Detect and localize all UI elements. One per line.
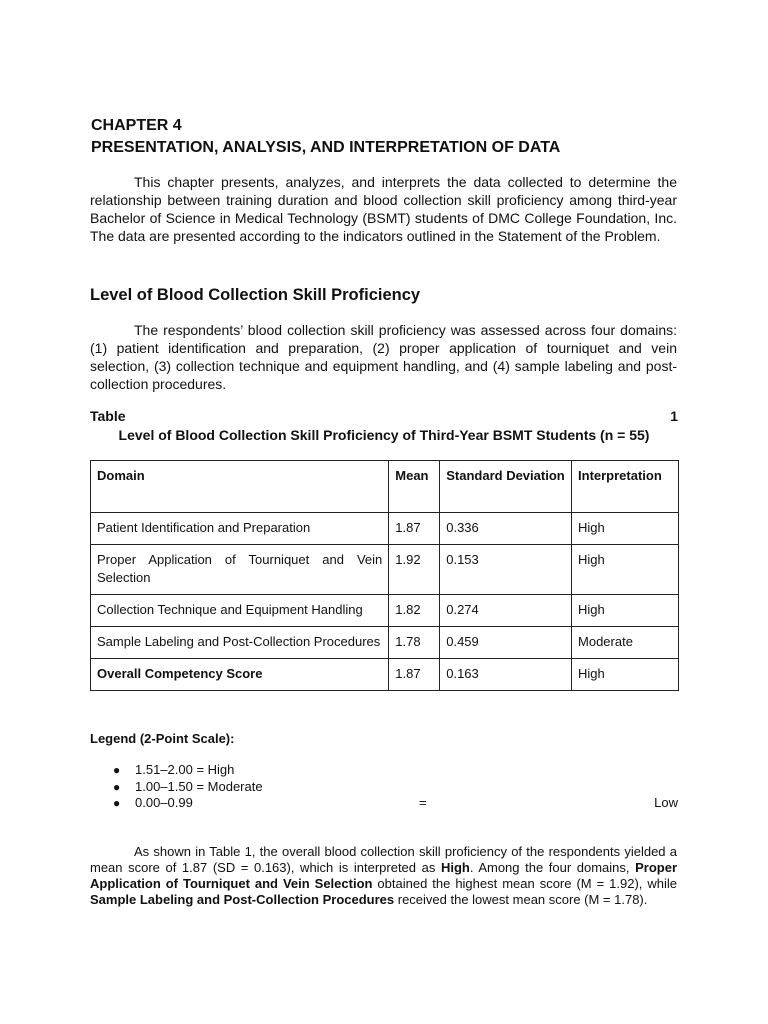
table-label-row [90,408,678,424]
cell-interpretation: High [572,513,679,545]
results-paragraph [90,844,677,908]
bullet-icon: ● [113,779,121,794]
legend-item-text: 1.00–1.50 = Moderate [135,778,263,794]
domains-paragraph [90,321,677,393]
section-heading: Level of Blood Collection Skill Proficiency [90,286,421,304]
legend-item [113,779,678,796]
cell-sd: 0.274 [440,595,572,627]
table-row [91,545,679,595]
cell-sd: 0.336 [440,513,572,545]
table-row [91,595,679,627]
cell-domain: Overall Competency Score [91,659,389,691]
cell-mean: 1.87 [389,513,440,545]
table-row-overall [91,659,679,691]
intro-paragraph [90,173,677,245]
header-interpretation: Interpretation [572,461,679,513]
legend-item [113,795,678,812]
cell-domain: Proper Application of Tourniquet and Vein Selection [91,545,389,595]
cell-domain: Patient Identification and Preparation [91,513,389,545]
header-domain: Domain [91,461,389,513]
chapter-number: CHAPTER 4 [91,117,182,134]
cell-mean: 1.82 [389,595,440,627]
header-mean: Mean [389,461,440,513]
intro-text: This chapter presents, analyzes, and interprets the data collected to determine the relationship between training duration and blood collection skill proficiency among third-year Bachelor of Science in Medical Technology (BSMT) students of DMC College Foundation, Inc. The data are presented according to the indicators outlined in the Statement of the Problem. [90,174,677,244]
proficiency-table [90,460,679,691]
cell-mean: 1.92 [389,545,440,595]
cell-sd: 0.153 [440,545,572,595]
bullet-icon: ● [113,796,121,810]
table-row [91,513,679,545]
legend-item [113,762,678,779]
cell-interpretation: Moderate [572,627,679,659]
legend-item-text: 1.51–2.00 = High [135,762,235,777]
legend-title: Legend (2-Point Scale): [90,731,235,746]
legend-list [113,762,678,812]
results-text-3: obtained the highest mean score (M = 1.92), while [372,876,677,891]
results-text-4: received the lowest mean score (M = 1.78). [394,892,648,907]
domains-text: The respondents’ blood collection skill proficiency was assessed across four domains: (1) patient identification and preparation, (2) proper application of tourniquet and vein selection, (3) collection technique and equipment handling, and (4) sample labeling and post-collection procedures. [90,322,677,392]
cell-domain: Collection Technique and Equipment Handling [91,595,389,627]
table-header-row [91,461,679,513]
cell-interpretation: High [572,595,679,627]
header-standard-deviation: Standard Deviation [440,461,572,513]
cell-interpretation: High [572,659,679,691]
table-caption: Level of Blood Collection Skill Proficiency of Third-Year BSMT Students (n = 55) [118,427,650,443]
cell-sd: 0.459 [440,627,572,659]
results-bold-1: High [440,860,470,875]
bullet-icon: ● [113,763,121,777]
results-bold-2: Proper Application of Tourniquet and Vein Selection [90,860,678,891]
cell-sd: 0.163 [440,659,572,691]
table-label: Table [90,408,126,424]
cell-domain: Sample Labeling and Post-Collection Procedures [91,627,389,659]
table-number: 1 [670,408,678,424]
legend-item-equals: = [419,795,427,810]
legend-item-label: Low [654,795,678,810]
results-bold-3: Sample Labeling and Post-Collection Procedures [90,892,395,907]
table-row [91,627,679,659]
results-text-1: As shown in Table 1, the overall blood collection skill proficiency of the respondents yielded a mean score of 1.87 (SD = 0.163), which is interpreted as [90,844,677,875]
legend-item-range: 0.00–0.99 [135,795,193,810]
results-text-2: . Among the four domains, [469,860,636,875]
cell-mean: 1.87 [389,659,440,691]
cell-interpretation: High [572,545,679,595]
chapter-title: PRESENTATION, ANALYSIS, AND INTERPRETATION OF DATA [91,139,561,156]
cell-mean: 1.78 [389,627,440,659]
